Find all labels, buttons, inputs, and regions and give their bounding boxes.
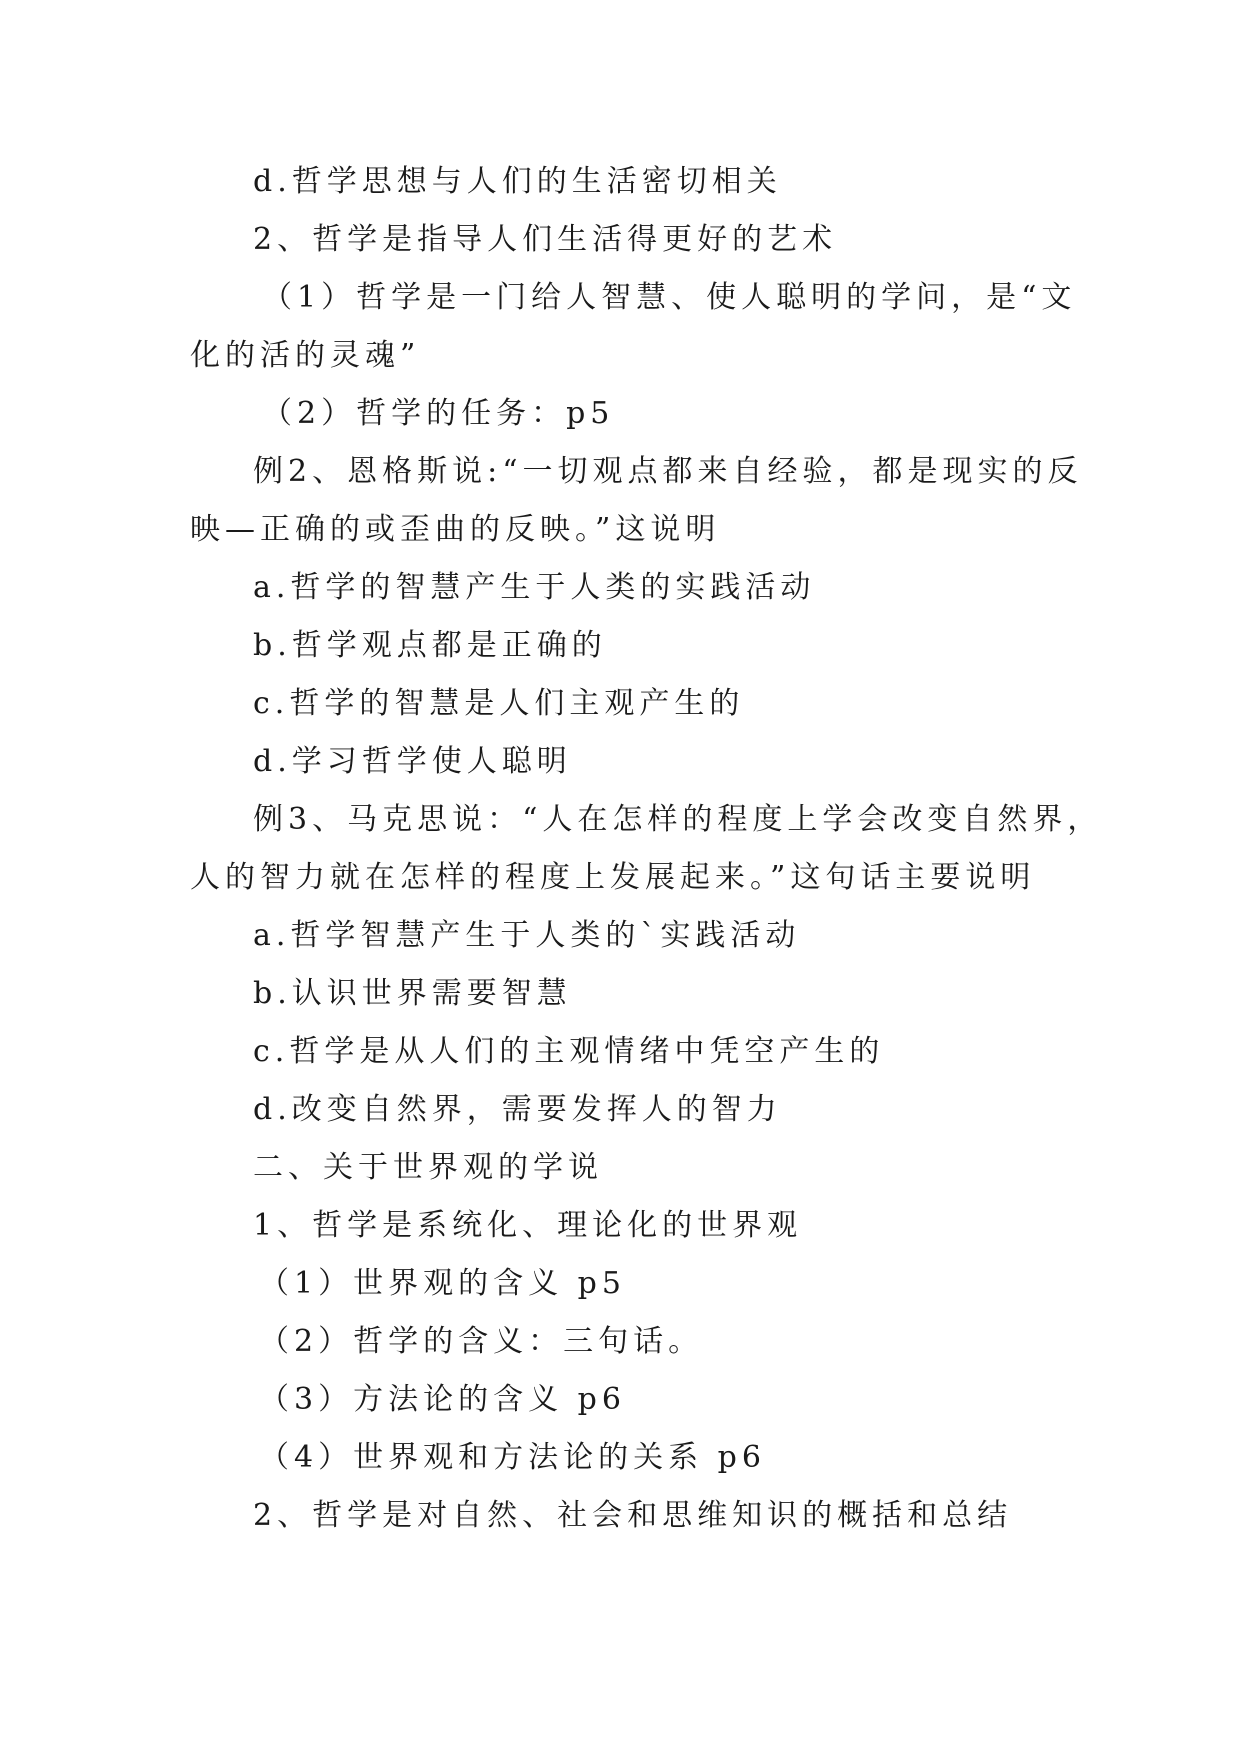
text-line: （3）方法论的含义 p6: [259, 1382, 626, 1417]
text-line: c.哲学是从人们的主观情绪中凭空产生的: [253, 1034, 885, 1069]
text-line: d.学习哲学使人聪明: [253, 744, 572, 779]
text-line: 化的活的灵魂”: [190, 338, 421, 373]
text-line: 例3、马克思说：“人在怎样的程度上学会改变自然界，: [253, 802, 1103, 837]
text-line: 1、哲学是系统化、理论化的世界观: [253, 1208, 803, 1243]
text-line: d.改变自然界，需要发挥人的智力: [253, 1092, 782, 1127]
text-line: d.哲学思想与人们的生活密切相关: [253, 164, 782, 199]
section-heading: 二、关于世界观的学说: [253, 1150, 603, 1185]
text-line: 2、哲学是指导人们生活得更好的艺术: [253, 222, 838, 257]
text-line: 2、哲学是对自然、社会和思维知识的概括和总结: [253, 1498, 1013, 1533]
text-line: （4）世界观和方法论的关系 p6: [259, 1440, 766, 1475]
text-line: a.哲学的智慧产生于人类的实践活动: [253, 570, 816, 605]
text-line: b.哲学观点都是正确的: [253, 628, 607, 663]
text-line: 人的智力就在怎样的程度上发展起来。”这句话主要说明: [190, 860, 1036, 895]
text-line: （1）哲学是一门给人智慧、使人聪明的学问，是“文: [262, 280, 1077, 315]
text-line: （2）哲学的任务：p5: [262, 396, 615, 431]
text-line: b.认识世界需要智慧: [253, 976, 572, 1011]
text-line: （1）世界观的含义 p5: [259, 1266, 626, 1301]
text-line: 例2、恩格斯说:“一切观点都来自经验，都是现实的反: [253, 454, 1083, 489]
text-line: a.哲学智慧产生于人类的`实践活动: [253, 918, 801, 953]
text-line: 映—正确的或歪曲的反映。”这说明: [190, 512, 721, 547]
text-line: c.哲学的智慧是人们主观产生的: [253, 686, 745, 721]
text-line: （2）哲学的含义：三句话。: [259, 1324, 704, 1359]
